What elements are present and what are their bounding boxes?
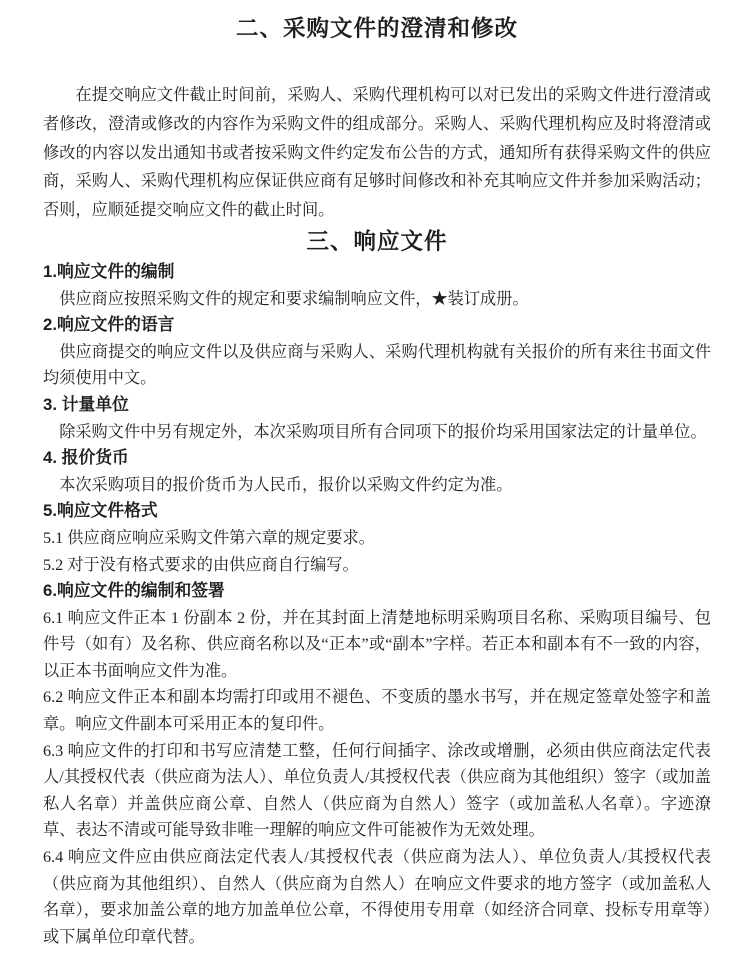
paragraph-quote-currency: 本次采购项目的报价货币为人民币，报价以采购文件约定为准。 [59, 475, 513, 494]
clause-6-3: 6.3 响应文件的打印和书写应清楚工整，任何行间插字、涂改或增删，必须由供应商法定代表人/其授权代表（供应商为法人）、单位负责人/其授权代表（供应商为其他组织）签字（或加盖私人名章）并盖供应商公章、自然人（供应商为自然人）签字（或加盖私人名章）。字迹潦草、表达不清或可能导致非唯一理解的响应文件可能被作为无效处理。 [43, 741, 711, 840]
clause-6-1: 6.1 响应文件正本 1 份副本 2 份，并在其封面上清楚地标明采购项目名称、采购项目编号、包件号（如有）及名称、供应商名称以及“正本”或“副本”字样。若正本和副本有不一致的内容，以正本书面响应文件为准。 [43, 608, 711, 680]
heading-response-compilation: 1.响应文件的编制 [43, 261, 175, 281]
heading-response-format: 5.响应文件格式 [43, 501, 158, 521]
heading-response-language: 2.响应文件的语言 [43, 315, 175, 335]
paragraph-response-language: 供应商提交的响应文件以及供应商与采购人、采购代理机构就有关报价的所有来往书面文件均须使用中文。 [43, 342, 711, 388]
clause-6-4: 6.4 响应文件应由供应商法定代表人/其授权代表（供应商为法人）、单位负责人/其授权代表（供应商为其他组织）、自然人（供应商为自然人）在响应文件要求的地方签字（或加盖私人名章），要求加盖公章的地方加盖单位公章，不得使用专用章（如经济合同章、投标专用章等）或下属单位印章代替。 [43, 848, 711, 946]
paragraph-measurement-unit: 除采购文件中另有规定外，本次采购项目所有合同项下的报价均采用国家法定的计量单位。 [59, 422, 707, 441]
clarification-paragraph: 在提交响应文件截止时间前，采购人、采购代理机构可以对已发出的采购文件进行澄清或者修改，澄清或修改的内容作为采购文件的组成部分。采购人、采购代理机构应及时将澄清或修改的内容以发出通知书或者按采购文件约定发布公告的方式，通知所有获得采购文件的供应商，采购人、采购代理机构应保证供应商有足够时间修改和补充其响应文件并参加采购活动；否则，应顺延提交响应文件的截止时间。 [43, 86, 711, 220]
clause-5-2: 5.2 对于没有格式要求的由供应商自行编写。 [43, 555, 359, 574]
heading-measurement-unit: 3. 计量单位 [43, 394, 129, 414]
section-clarification-title: 二、采购文件的澄清和修改 [235, 16, 518, 41]
section-response-title: 三、响应文件 [306, 228, 448, 254]
paragraph-response-compilation: 供应商应按照采购文件的规定和要求编制响应文件，★装订成册。 [59, 289, 529, 308]
heading-response-signing: 6.响应文件的编制和签署 [43, 581, 225, 601]
clause-5-1: 5.1 供应商应响应采购文件第六章的规定要求。 [43, 528, 375, 547]
heading-quote-currency: 4. 报价货币 [43, 448, 129, 468]
clause-6-2: 6.2 响应文件正本和副本均需打印或用不褪色、不变质的墨水书写，并在规定签章处签字和盖章。响应文件副本可采用正本的复印件。 [43, 688, 711, 734]
